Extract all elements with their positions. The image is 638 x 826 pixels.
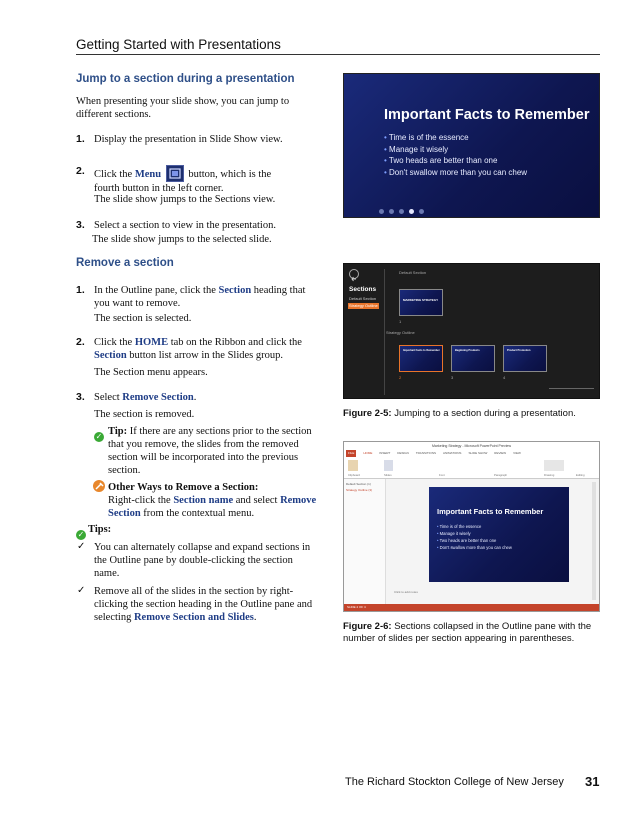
step-result: The slide show jumps to the Sections view. — [94, 194, 276, 205]
scrollbar[interactable] — [592, 482, 596, 600]
outline-section[interactable]: Strategy Outline (3) — [346, 488, 373, 492]
other-ways-icon — [93, 480, 105, 492]
section-thumbnail[interactable] — [399, 289, 443, 316]
back-arrow-icon[interactable] — [349, 269, 359, 279]
section-list-item[interactable]: Default Section — [349, 296, 377, 301]
slide-bullet: • Manage it wisely — [384, 144, 527, 156]
ribbon-group-label: Slides — [384, 473, 392, 477]
check-icon: ✓ — [95, 432, 103, 441]
zoom-slider[interactable] — [549, 388, 594, 389]
ribbon-group-label: Drawing — [544, 473, 555, 477]
slide-bullet: • Time is of the essence — [437, 523, 512, 530]
tab-insert[interactable]: INSERT — [379, 451, 391, 455]
step-result: The section is removed. — [94, 409, 195, 420]
tab-review[interactable]: REVIEW — [494, 451, 507, 455]
intro-paragraph: When presenting your slide show, you can jump to different sections. — [76, 96, 290, 120]
tips-heading: Tips: — [88, 524, 112, 535]
step-text: Display the presentation in Slide Show view. — [94, 134, 283, 145]
divider — [384, 269, 385, 395]
step-text: Select a section to view in the presentation. — [94, 220, 276, 231]
step-number: 1. — [76, 133, 85, 145]
section-thumbnail[interactable] — [399, 345, 443, 372]
step-result: The section is selected. — [94, 313, 192, 324]
section-list-item-selected[interactable]: Strategy Outline — [349, 303, 378, 308]
step-text: Select Remove Section. — [94, 392, 197, 403]
ribbon-tabs — [344, 450, 599, 457]
step-number: 2. — [76, 165, 85, 177]
slide-number: 4 — [503, 375, 506, 380]
tab-animations[interactable]: ANIMATIONS — [442, 451, 462, 455]
running-header: Getting Started with Presentations — [76, 37, 281, 52]
section-thumbnail[interactable] — [451, 345, 495, 372]
figure-powerpoint-window — [343, 441, 600, 612]
figure-slideshow — [343, 73, 600, 218]
status-slide-count: SLIDE 2 OF 4 — [347, 605, 366, 609]
ribbon — [344, 457, 599, 479]
zoom-icon[interactable] — [419, 209, 424, 214]
tab-design[interactable]: DESIGN — [397, 451, 409, 455]
figure-sections-view — [343, 263, 600, 399]
slide-number: 2 — [399, 375, 402, 380]
tips-check-icon: ✓ — [77, 530, 85, 539]
figure-caption: Figure 2-6: Sections collapsed in the Outline pane with the number of slides per section appearing in parentheses. — [343, 621, 592, 644]
tab-slide-show[interactable]: SLIDE SHOW — [468, 451, 488, 455]
tab-view[interactable]: VIEW — [513, 451, 521, 455]
ribbon-group-label: Clipboard — [348, 473, 360, 477]
tab-home[interactable]: HOME — [363, 451, 373, 455]
ribbon-group-label: Paragraph — [494, 473, 508, 477]
menu-icon[interactable] — [409, 209, 414, 214]
step-number: 1. — [76, 284, 85, 296]
thumb-title: Important Facts to Remember — [403, 349, 440, 352]
footer-text: The Richard Stockton College of New Jersey — [345, 776, 564, 788]
tab-file[interactable]: FILE — [348, 451, 355, 455]
slide-bullet: • Don't swallow more than you can chew — [384, 167, 527, 179]
tip-item: Remove all of the slides in the section by right-clicking the section heading in the Outline pane and selecting Remove Section and Slides. — [94, 586, 313, 623]
slide-bullet: • Don't swallow more than you can chew — [437, 544, 512, 551]
thumb-title: Product Promotion — [507, 349, 531, 352]
step-number: 3. — [76, 391, 85, 403]
figure-caption: Figure 2-5: Jumping to a section during a presentation. — [343, 408, 576, 419]
shapes-icon[interactable] — [544, 460, 564, 471]
slide-bullet: • Two heads are better than one — [437, 537, 512, 544]
slide-number: 1 — [399, 319, 402, 324]
tick-icon: ✓ — [77, 541, 86, 552]
prev-icon[interactable] — [379, 209, 384, 214]
tip-item: You can alternately collapse and expand sections in the Outline pane by double-clicking the section name. — [94, 542, 311, 579]
slide-bullets — [384, 132, 527, 178]
tip-note: Tip: If there are any sections prior to the section that you remove, the slides from the removed section will be incorporated into the previous section. — [108, 426, 312, 476]
section-heading-jump: Jump to a section during a presentation — [76, 73, 295, 85]
sections-panel-title: Sections — [349, 286, 377, 293]
other-ways-title: Other Ways to Remove a Section: — [108, 482, 259, 493]
slide-bullet: • Manage it wisely — [437, 530, 512, 537]
ribbon-group-label: Font — [439, 473, 445, 477]
outline-pane — [344, 479, 386, 605]
thumb-title: Beginning Products — [455, 349, 480, 352]
step-number: 2. — [76, 336, 85, 348]
slide-bullets — [437, 523, 512, 551]
slide-bullet: • Two heads are better than one — [384, 155, 527, 167]
slide-title: Important Facts to Remember — [384, 107, 590, 123]
ribbon-group-label: Editing — [576, 473, 585, 477]
header-rule — [76, 54, 600, 55]
menu-button-icon — [166, 165, 184, 182]
notes-placeholder[interactable]: Click to add notes — [394, 590, 418, 594]
window-title: Marketing Strategy - Microsoft PowerPoint Preview — [344, 442, 599, 450]
slideshow-controls — [379, 209, 424, 214]
new-slide-icon[interactable] — [384, 460, 393, 471]
step-text: In the Outline pane, click the Section heading that you want to remove. — [94, 285, 306, 309]
thumb-title: MARKETING STRATEGY — [403, 298, 439, 302]
editing-slide[interactable] — [429, 487, 569, 582]
group-label: Strategy Outline — [386, 330, 415, 335]
step-number: 3. — [76, 219, 85, 231]
next-icon[interactable] — [389, 209, 394, 214]
step-text: Click the Menu button, which is the fourth button in the left corner. — [94, 165, 294, 195]
paste-icon[interactable] — [348, 460, 358, 471]
pen-icon[interactable] — [399, 209, 404, 214]
tick-icon: ✓ — [77, 585, 86, 596]
slide-bullet: • Time is of the essence — [384, 132, 527, 144]
slide-title: Important Facts to Remember — [437, 507, 544, 516]
step-result: The Section menu appears. — [94, 367, 208, 378]
section-heading-remove: Remove a section — [76, 257, 174, 269]
outline-section[interactable]: Default Section (1) — [346, 482, 371, 486]
group-label: Default Section — [399, 270, 427, 275]
step-result: The slide show jumps to the selected slide. — [92, 234, 272, 245]
slide-number: 3 — [451, 375, 454, 380]
page-number: 31 — [585, 774, 600, 789]
status-bar — [344, 604, 599, 611]
section-thumbnail[interactable] — [503, 345, 547, 372]
step-text: Click the HOME tab on the Ribbon and click the Section button list arrow in the Slides group. — [94, 337, 302, 361]
tab-transitions[interactable]: TRANSITIONS — [415, 451, 436, 455]
other-ways-text: Right-click the Section name and select Remove Section from the contextual menu. — [108, 495, 317, 519]
